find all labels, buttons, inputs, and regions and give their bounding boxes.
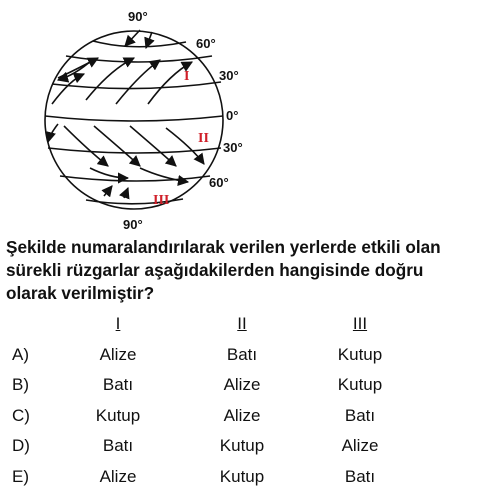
- wind-arrows: [48, 30, 204, 198]
- option-letter: B): [12, 375, 29, 394]
- option-letter: D): [12, 436, 30, 455]
- zone-label-3: III: [153, 193, 170, 208]
- answer-option-e[interactable]: [0, 467, 477, 497]
- label-30-north: 30°: [219, 68, 239, 83]
- lat-line-s30: [48, 148, 221, 153]
- option-letter: E): [12, 466, 29, 486]
- wind-arrow: [146, 32, 152, 48]
- lat-line-n60: [66, 56, 212, 62]
- answer-table: [0, 314, 477, 497]
- option-letter: A): [12, 344, 29, 364]
- globe-diagram: [0, 0, 477, 236]
- answer-option-b[interactable]: [0, 375, 477, 406]
- header-col-2: II: [237, 314, 247, 333]
- option-value: Alize: [223, 375, 261, 394]
- option-value: Kutup: [337, 375, 383, 394]
- option-value: Alize: [341, 436, 379, 455]
- label-0-equator: 0°: [226, 108, 239, 123]
- option-letter: C): [12, 405, 30, 425]
- option-value: Batı: [102, 436, 134, 455]
- lat-line-equator: [45, 116, 223, 121]
- wind-arrow: [52, 74, 84, 104]
- header-col-3: III: [352, 314, 368, 333]
- option-value: Alize: [99, 466, 137, 486]
- option-value: Kutup: [219, 466, 265, 486]
- option-value: Kutup: [219, 436, 265, 455]
- wind-arrow: [48, 124, 58, 142]
- wind-arrow: [125, 30, 140, 46]
- option-value: Batı: [344, 466, 376, 486]
- option-value: Batı: [226, 344, 258, 364]
- wind-arrow: [90, 168, 128, 178]
- wind-arrow: [124, 188, 128, 198]
- zone-label-2: II: [198, 131, 209, 146]
- label-90-south: 90°: [123, 217, 143, 232]
- label-60-south: 60°: [209, 175, 229, 190]
- option-value: Batı: [102, 375, 134, 394]
- wind-arrow: [58, 58, 98, 78]
- header-col-1: I: [115, 314, 121, 333]
- option-value: Alize: [99, 344, 137, 364]
- label-90-north: 90°: [128, 9, 148, 24]
- option-value: Alize: [223, 405, 261, 425]
- lat-line-s60: [60, 176, 210, 181]
- lat-line-n75: [93, 41, 186, 47]
- lat-line-n30: [52, 82, 221, 89]
- zone-label-1: I: [184, 69, 190, 84]
- wind-arrow: [86, 58, 134, 100]
- option-value: Kutup: [337, 344, 383, 364]
- option-value: Kutup: [95, 405, 141, 425]
- answer-option-d[interactable]: [0, 436, 477, 467]
- wind-arrow: [130, 126, 176, 166]
- label-60-north: 60°: [196, 36, 216, 51]
- answer-option-a[interactable]: [0, 345, 477, 376]
- wind-arrow: [104, 186, 112, 196]
- option-value: Batı: [344, 405, 376, 425]
- answer-option-c[interactable]: [0, 406, 477, 437]
- answer-header-row: [0, 314, 477, 345]
- label-30-south: 30°: [223, 140, 243, 155]
- question-text: Şekilde numaralandırılarak verilen yerlerde etkili olan sürekli rüzgarlar aşağıdakilerden hangisinde doğru olarak verilmiştir?: [6, 237, 441, 303]
